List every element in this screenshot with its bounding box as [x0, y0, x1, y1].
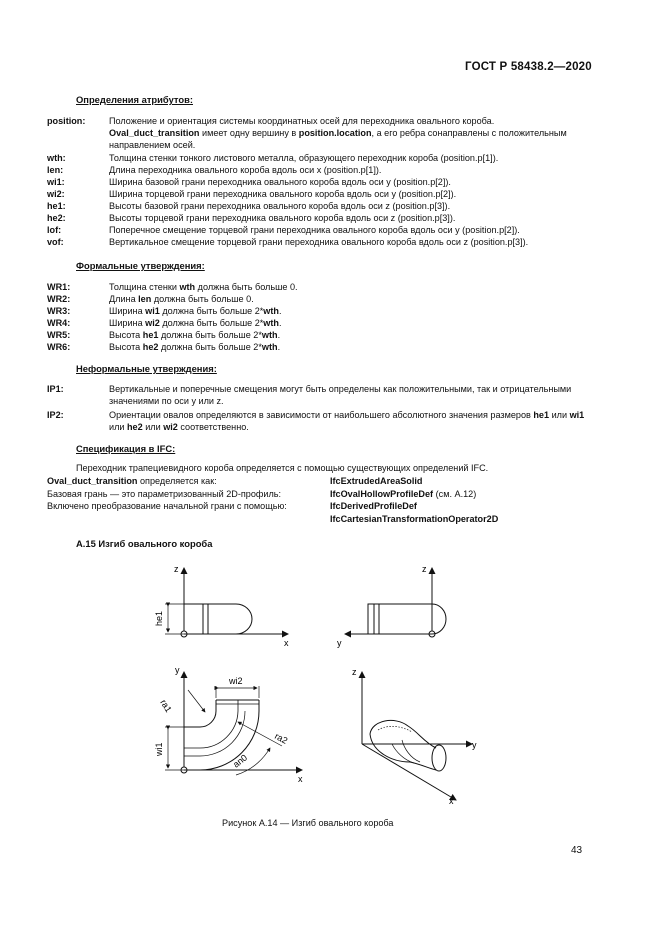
formal-rule-row-definition: Высота he1 должна быть больше 2*wth.: [109, 330, 281, 340]
attribute-row-definition: Высоты базовой грани переходника овального короба вдоль оси z (position.p[3]).: [109, 201, 451, 211]
attribute-row-definition: Длина переходника овального короба вдоль оси x (position.p[1]).: [109, 165, 382, 175]
formal-rule-row-definition: Длина len должна быть больше 0.: [109, 294, 254, 304]
spec-intro: Переходник трапециевидного короба определяется с помощью существующих определений IFC.: [76, 463, 489, 473]
side-view: [165, 568, 288, 637]
attribute-row-term: len:: [47, 165, 64, 175]
attribute-row-term: vof:: [47, 237, 64, 247]
end-view: [345, 568, 446, 637]
ra1-leader: [188, 690, 205, 712]
section-title-attributes: Определения атрибутов:: [76, 94, 193, 105]
formal-rule-row-definition: Толщина стенки wth должна быть больше 0.: [109, 282, 298, 292]
spec-ifc-2-note: (см. А.12): [433, 489, 477, 499]
formal-rule-row-term: WR1:: [47, 282, 71, 292]
dim-label-an0: an0: [231, 752, 250, 770]
duct-outline: [184, 604, 252, 634]
spec-ifc-2-name: IfcOvalHollowProfileDef: [330, 489, 434, 499]
formal-rule-row-term: WR3:: [47, 306, 71, 316]
axis-label-x-iso: x: [449, 796, 454, 806]
spec-ifc-1: IfcExtrudedAreaSolid: [330, 476, 423, 486]
attribute-row-definition: Вертикальное смещение торцевой грани переходника овального короба вдоль оси z (position.p[3]).: [109, 237, 529, 247]
figure-title: А.15 Изгиб овального короба: [76, 538, 213, 549]
spec-ifc-4: IfcCartesianTransformationOperator2D: [330, 514, 499, 524]
bend-inner-arc: [184, 700, 216, 727]
informal-rule-row-term: IP1:: [47, 384, 64, 394]
document-header: ГОСТ Р 58438.2—2020: [465, 61, 592, 73]
duct-outline: [368, 604, 446, 634]
formal-rule-row-definition: Высота he2 должна быть больше 2*wth.: [109, 342, 281, 352]
bend-bottom-edge: [370, 734, 436, 770]
spec-entity-name: Oval_duct_transition: [47, 476, 138, 486]
spec-ifc-3: IfcDerivedProfileDef: [330, 501, 417, 511]
axis-label-x: x: [284, 638, 289, 648]
attribute-row-term: wth:: [47, 153, 66, 163]
dim-label-wi1: wi1: [154, 742, 164, 756]
figure-caption: Рисунок А.14 — Изгиб овального короба: [222, 818, 394, 828]
isometric-view: [362, 672, 472, 800]
section-title-formal: Формальные утверждения:: [76, 260, 205, 271]
attribute-row-term: he2:: [47, 213, 66, 223]
axis-label-z-2: z: [422, 564, 427, 574]
formal-rule-row-definition: Ширина wi1 должна быть больше 2*wth.: [109, 306, 282, 316]
formal-rule-row-term: WR5:: [47, 330, 71, 340]
axis-label-z: z: [174, 564, 179, 574]
formal-rule-row-term: WR4:: [47, 318, 71, 328]
attribute-row-term: wi2:: [47, 189, 65, 199]
axis-label-y-plan: y: [175, 665, 180, 675]
dim-label-he1: he1: [154, 610, 164, 626]
formal-rule-row-term: WR2:: [47, 294, 71, 304]
spec-line-3: Включено преобразование начальной грани с помощью:: [47, 501, 287, 511]
x-axis: [362, 744, 456, 800]
attribute-row-definition: Ширина торцевой грани переходника овального короба вдоль оси y (position.p[2]).: [109, 189, 457, 199]
page-number: 43: [571, 845, 583, 856]
attribute-row-term: wi1:: [47, 177, 65, 187]
attribute-row-definition: Высоты торцевой грани переходника овального короба вдоль оси z (position.p[3]).: [109, 213, 456, 223]
attribute-row-term: position:: [47, 116, 86, 126]
dim-label-ra1: ra1: [158, 697, 174, 715]
attribute-row-term: lof:: [47, 225, 62, 235]
axis-label-y-iso: y: [472, 740, 477, 750]
axis-label-y: y: [337, 638, 342, 648]
axis-label-z-iso: z: [352, 667, 357, 677]
spec-line-1-rest: определяется как:: [137, 476, 217, 486]
attribute-row-definition: Толщина стенки тонкого листового металла, образующего переходник короба (position.p[1]).: [109, 153, 499, 163]
attribute-row-definition: Ширина базовой грани переходника овального короба вдоль оси y (position.p[2]).: [109, 177, 451, 187]
informal-rule-row-definition: Вертикальные и поперечные смещения могут быть определены как положительными, так и отрицательными значениями по оси y или z.: [109, 384, 572, 406]
attribute-row-definition: Поперечное смещение торцевой грани переходника овального короба вдоль оси y (position.p[2]).: [109, 225, 520, 235]
section-title-informal: Неформальные утверждения:: [76, 363, 217, 374]
informal-rule-row-term: IP2:: [47, 410, 64, 420]
spec-line-2: Базовая грань — это параметризованный 2D-профиль:: [47, 489, 282, 499]
formal-rule-row-term: WR6:: [47, 342, 71, 352]
attribute-row-term: he1:: [47, 201, 66, 211]
informal-rule-row-definition: Ориентации овалов определяются в зависимости от наибольшего абсолютного значения размеров he1 или wi1 или he2 или wi2 соответственно.: [109, 410, 585, 432]
section-title-spec: Спецификация в IFC:: [76, 443, 176, 454]
end-face-ellipse: [432, 745, 446, 771]
dim-label-ra2: ra2: [273, 730, 290, 746]
attribute-row-definition: Положение и ориентация системы координатных осей для переходника овального короба. Oval_duct_transition имеет одну вершину в position.location, а его ребра сонаправлены с положительным направлением осей.: [109, 116, 567, 150]
dim-label-wi2: wi2: [229, 676, 243, 686]
bend-hidden-edge: [378, 726, 412, 732]
formal-rule-row-definition: Ширина wi2 должна быть больше 2*wth.: [109, 318, 282, 328]
axis-label-x-plan: x: [298, 774, 303, 784]
bend-mid-arc: [184, 700, 238, 748]
